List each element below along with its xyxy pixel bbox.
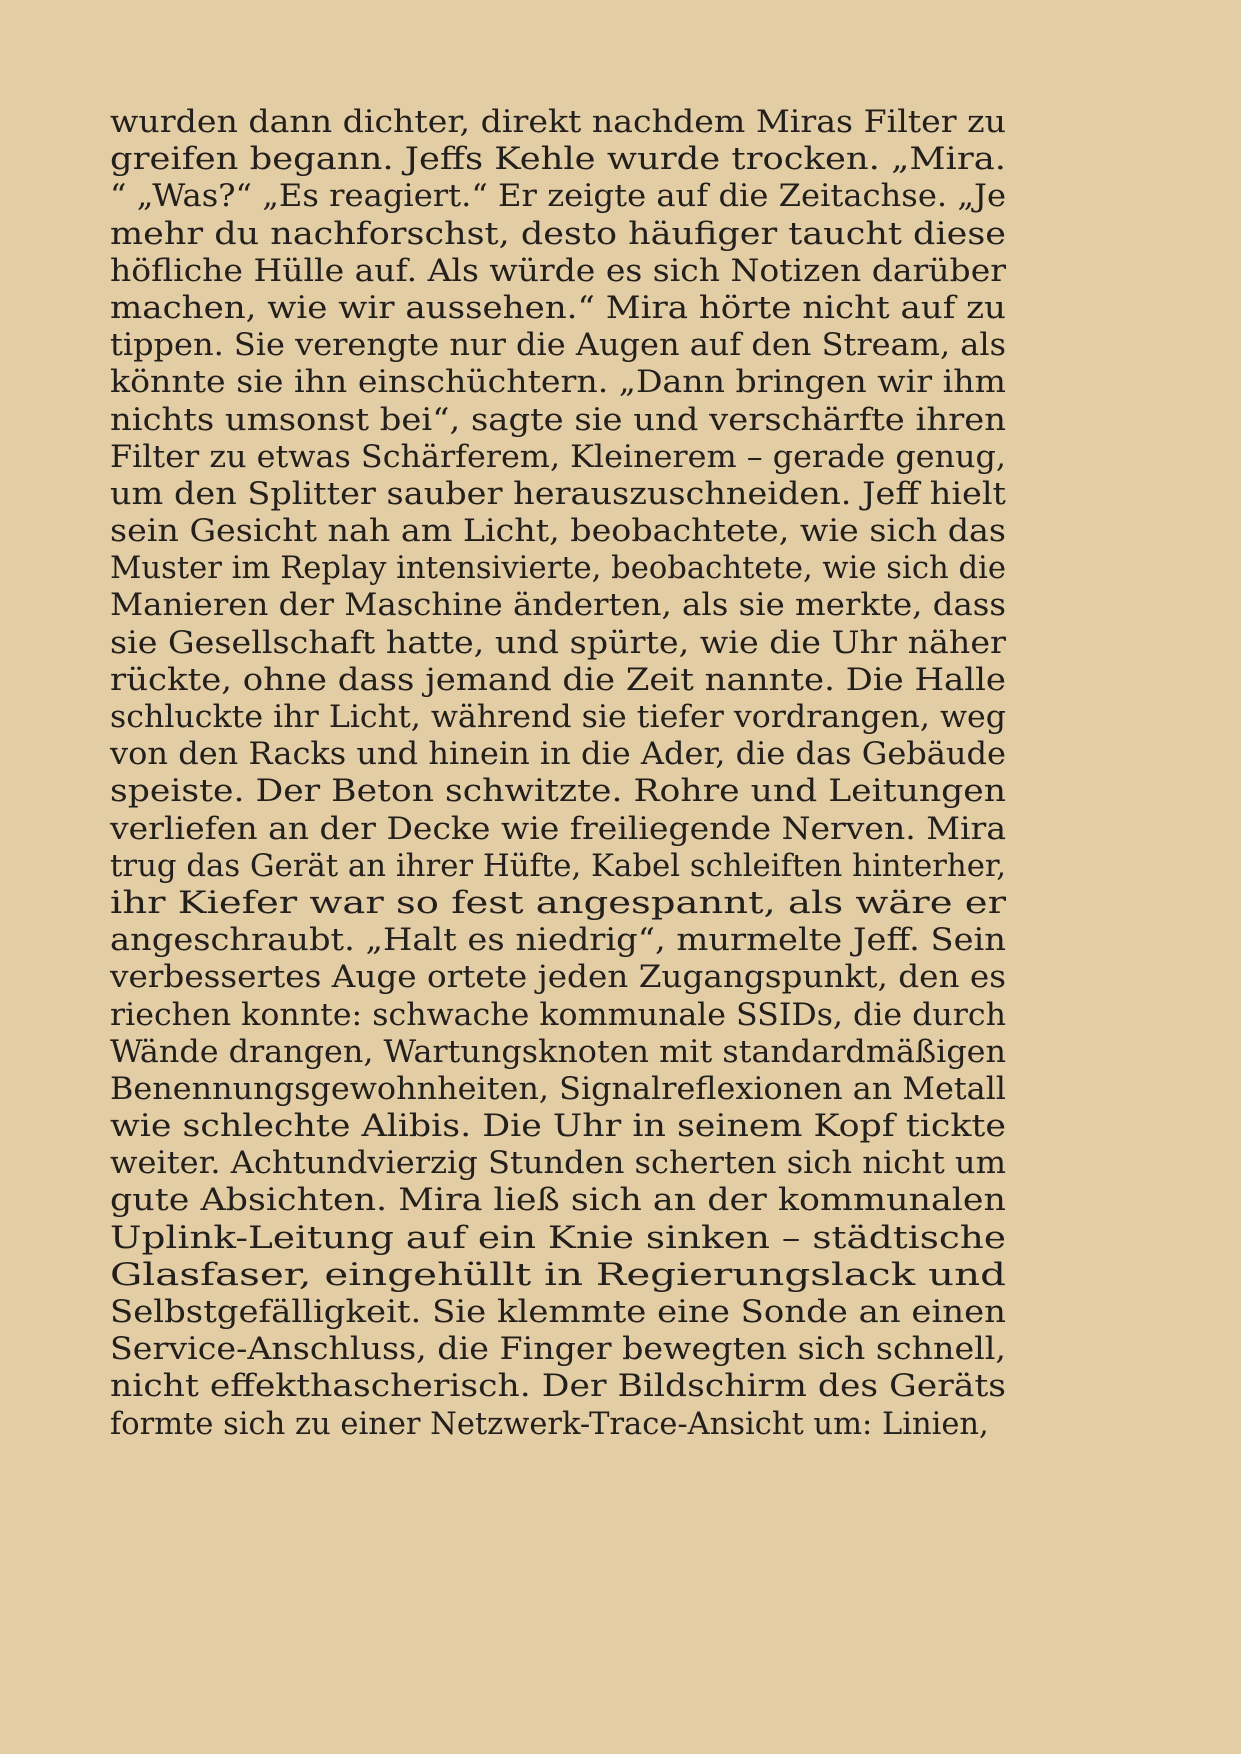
text-line [110,178,1006,215]
text-line-content: Glasfaser, eingehüllt in Regierungslack und [110,1257,1006,1293]
text-line-content: angeschraubt. „Halt es niedrig“, murmelte Jeff. Sein [110,923,1006,959]
text-line-content: wie schlechte Alibis. Die Uhr in seinem Kopf tickte [110,1109,1007,1145]
text-line [110,885,1006,922]
text-line-content: machen, wie wir aussehen.“ Mira hörte nicht auf zu [110,290,1006,326]
text-line [110,736,1006,773]
text-line-content: ihr Kiefer war so fest angespannt, als wäre er [110,885,1006,921]
text-line-content: Selbstgefälligkeit. Sie klemmte eine Sonde an einen [110,1295,1007,1330]
text-line [110,997,1006,1034]
text-line-content: formte sich zu einer Netzwerk-Trace-Ansicht um: Linien, [110,1406,989,1442]
text-line [110,550,1006,587]
text-line-content: nicht effekthascherisch. Der Bildschirm des Geräts [110,1369,1006,1405]
text-line-content: Wände drangen, Wartungsknoten mit standardmäßigen [110,1034,1006,1070]
text-line [110,587,1006,624]
text-line-content: riechen konnte: schwache kommunale SSIDs, die durch [110,997,1006,1033]
text-line [110,662,1006,699]
text-line-content: Manieren der Maschine änderten, als sie merkte, dass [110,588,1006,624]
text-line-content: wurden dann dichter, direkt nachdem Miras Filter zu [110,105,1006,140]
text-line-content: weiter. Achtundvierzig Stunden scherten sich nicht um [110,1146,1006,1182]
text-line [110,811,1006,848]
text-line-content: um den Splitter sauber herauszuschneiden. Jeff hielt [110,476,1006,512]
text-line-content: gute Absichten. Mira ließ sich an der kommunalen [110,1183,1006,1219]
text-line [110,402,1006,439]
text-line-content: tippen. Sie verengte nur die Augen auf den Stream, als [110,328,1007,364]
body-text-block [110,104,1006,1443]
text-line-content: trug das Gerät an ihrer Hüfte, Kabel schleiften hinterher, [110,848,1006,884]
text-line-content: Service-Anschluss, die Finger bewegten sich schnell, [110,1332,1006,1368]
text-line-content: verbessertes Auge ortete jeden Zugangspunkt, den es [110,960,1006,996]
text-line [110,959,1006,996]
text-line [110,1071,1006,1108]
text-line [110,699,1006,736]
text-line [110,1182,1006,1219]
text-line-content: “ „Was?“ „Es reagiert.“ Er zeigte auf die Zeitachse. „Je [110,179,1006,215]
text-line [110,1034,1006,1071]
text-line [110,364,1006,401]
text-line-content: rückte, ohne dass jemand die Zeit nannte. Die Halle [110,662,1006,698]
text-line [110,290,1006,327]
text-line-content: Muster im Replay intensivierte, beobachtete, wie sich die [110,551,1007,587]
text-line [110,253,1006,290]
text-line [110,848,1006,885]
text-line [110,1145,1006,1182]
text-line [110,1108,1006,1145]
text-line [110,327,1006,364]
text-line [110,216,1006,253]
text-line-content: speiste. Der Beton schwitzte. Rohre und Leitungen [110,774,1006,810]
text-line [110,1257,1006,1294]
text-line-content: mehr du nachforschst, desto häufiger taucht diese [110,216,1007,252]
text-line [110,922,1006,959]
text-line-content: schluckte ihr Licht, während sie tiefer vordrangen, weg [110,700,1006,735]
text-line-content: Uplink-Leitung auf ein Knie sinken – städtische [110,1220,1007,1256]
text-line-content: höfliche Hülle auf. Als würde es sich Notizen darüber [110,253,1007,289]
text-line [110,104,1006,141]
text-line-content: nichts umsonst bei“, sagte sie und verschärfte ihren [110,402,1007,438]
text-line [110,513,1006,550]
text-line [110,476,1006,513]
text-line-content: sein Gesicht nah am Licht, beobachtete, wie sich das [110,514,1006,550]
text-line [110,1220,1006,1257]
text-line-content: sie Gesellschaft hatte, und spürte, wie die Uhr näher [110,625,1006,661]
text-line [110,439,1006,476]
text-line [110,773,1006,810]
text-line-content: Benennungsgewohnheiten, Signalreflexionen an Metall [110,1071,1006,1107]
text-line [110,141,1006,178]
text-line-content: Filter zu etwas Schärferem, Kleinerem – gerade genug, [110,439,1006,475]
text-line [110,625,1006,662]
text-line [110,1406,1006,1443]
text-line [110,1331,1006,1368]
text-line [110,1294,1006,1331]
text-line-content: verliefen an der Decke wie freiliegende Nerven. Mira [110,811,1006,847]
text-line-content: von den Racks und hinein in die Ader, die das Gebäude [110,737,1006,773]
text-line [110,1368,1006,1405]
text-line-content: greifen begann. Jeffs Kehle wurde trocken. „Mira. [110,142,1006,178]
text-line-content: könnte sie ihn einschüchtern. „Dann bringen wir ihm [110,365,1007,401]
